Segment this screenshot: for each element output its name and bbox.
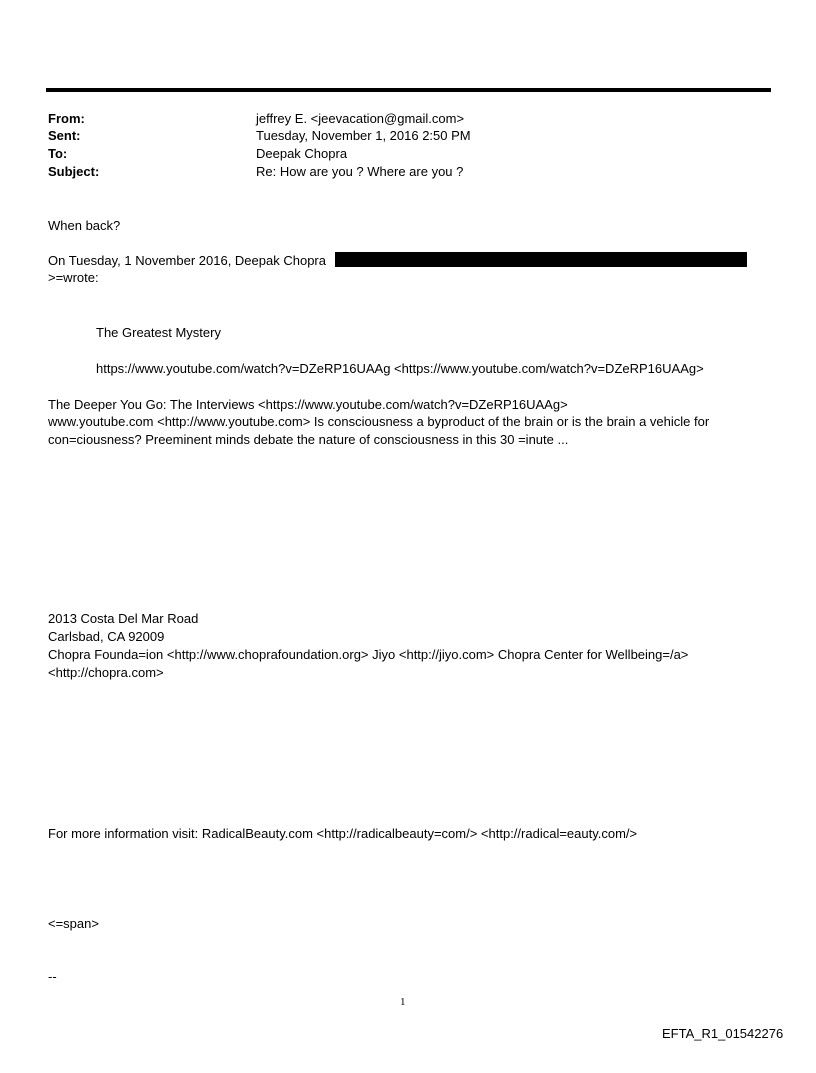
more-info-line: For more information visit: RadicalBeauty.com <http://radicalbeauty=com/> <http://radical=eauty.com/> — [48, 826, 638, 841]
quote-intro: On Tuesday, 1 November 2016, Deepak Chopra — [48, 253, 326, 268]
greatest-mystery-title: The Greatest Mystery — [96, 325, 221, 340]
foundation-links-line-2: <http://chopra.com> — [48, 665, 164, 680]
header-rule — [46, 88, 771, 92]
youtube-description-line-2: con=ciousness? Preeminent minds debate the nature of consciousness in this 30 =inute ... — [48, 432, 569, 447]
reply-text: When back? — [48, 218, 121, 233]
signature-dashes: -- — [48, 969, 57, 984]
from-label: From: — [48, 111, 85, 126]
interviews-line: The Deeper You Go: The Interviews <https://www.youtube.com/watch?v=DZeRP16UAAg> — [48, 397, 568, 412]
to-value: Deepak Chopra — [256, 146, 348, 161]
subject-value: Re: How are you ? Where are you ? — [256, 164, 464, 179]
address-line-1: 2013 Costa Del Mar Road — [48, 611, 199, 626]
page-number: 1 — [400, 996, 406, 1008]
to-label: To: — [48, 146, 68, 161]
foundation-links-line-1: Chopra Founda=ion <http://www.choprafoundation.org> Jiyo <http://jiyo.com> Chopra Center for Wellbeing=/a> — [48, 647, 689, 662]
address-line-2: Carlsbad, CA 92009 — [48, 629, 165, 644]
redaction-bar — [335, 252, 747, 267]
sent-value: Tuesday, November 1, 2016 2:50 PM — [256, 128, 471, 143]
from-value: jeffrey E. <jeevacation@gmail.com> — [256, 111, 465, 126]
youtube-description-line-1: www.youtube.com <http://www.youtube.com> Is consciousness a byproduct of the brain or is the brain a vehicle for — [48, 414, 710, 429]
subject-label: Subject: — [48, 164, 100, 179]
sent-label: Sent: — [48, 128, 81, 143]
youtube-link: https://www.youtube.com/watch?v=DZeRP16UAAg <https://www.youtube.com/watch?v=DZeRP16UAAg> — [96, 361, 704, 376]
document-id: EFTA_R1_01542276 — [662, 1026, 784, 1041]
span-tag-text: <=span> — [48, 916, 99, 931]
quote-wrote: >=wrote: — [48, 270, 99, 285]
